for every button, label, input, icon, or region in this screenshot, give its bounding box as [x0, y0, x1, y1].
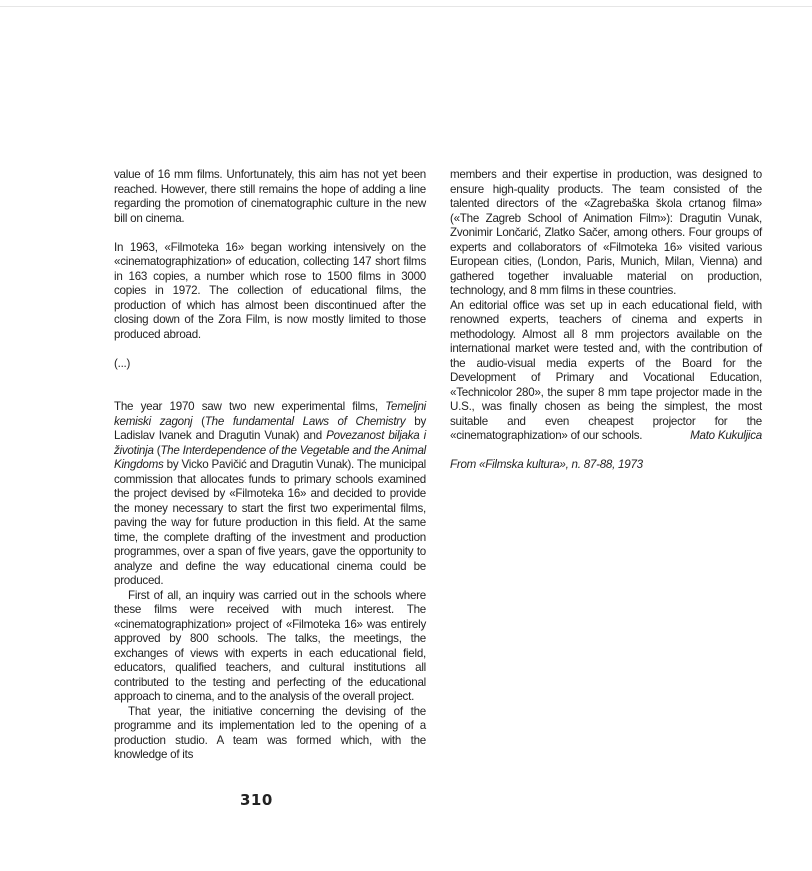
- paragraph-inquiry: First of all, an inquiry was carried out in the schools where these films were received with much interest. The «cinematographization» project of «Filmoteka 16» was entirely approved by 800 schools. The talks, the meetings, the exchanges of views with experts in each educational field, educators, qualified teachers, and cultural institutions all contributed to the testing and perfecting of the educational approach to cinema, and to the analysis of the overall project.: [114, 588, 426, 703]
- film-title-english: The Interdependence of the Vegetable and the Animal Kingdoms: [114, 443, 426, 471]
- film-title: Temeljni kemiski zagonj: [114, 400, 426, 428]
- paragraph-studio: That year, the initiative concerning the devising of the programme and its implementation led to the opening of a production studio. A team was formed which, with the knowledge of its: [114, 704, 426, 761]
- source-citation: From «Filmska kultura», n. 87-88, 1973: [450, 457, 643, 471]
- ellipsis: (...): [114, 356, 131, 370]
- paragraph-team: members and their expertise in production, was designed to ensure high-quality products. The team consisted of the talented directors of the «Zagrebaška škola crtanog filma» («The Zagreb School of Animation Film»): Dragutin Vunak, Zvonimir Lončarić, Zlatko Sačer, among others. Four groups of experts and collaborators of «Filmoteka 16» visited various European cities, (London, Paris, Munich, Milan, Vienna) and gathered together invaluable material on production, technology, and 8 mm films in these countries.: [450, 168, 762, 297]
- right-column: [450, 168, 762, 472]
- top-rule: [0, 6, 812, 7]
- paragraph-intro: value of 16 mm films. Unfortunately, this aim has not yet been reached. However, there still remains the hope of adding a line regarding the promotion of cinematographic culture in the new bill on cinema.: [114, 168, 426, 225]
- paragraph-editorial: An editorial office was set up in each educational field, with renowned experts, teachers of cinema and experts in methodology. Almost all 8 mm projectors available on the international market were tested and, with the contribution of the audio-visual media experts of the Board for the Development of Primary and Vocational Education, «Technicolor 280», the super 8 mm tape projector made in the U.S., was finally chosen as being the simplest, the most suitable and even cheapest projector for the «cinematographization» of our schools. Mato Kukuljica: [450, 298, 762, 442]
- paragraph-1970: The year 1970 saw two new experimental films, Temeljni kemiski zagonj (The fundamental Laws of Chemistry by Ladislav Ivanek and Dragutin Vunak) and Povezanost biljaka i životinja (The Interdependence of the Vegetable and the Animal Kingdoms by Vicko Pavičić and Dragutin Vunak). The municipal commission that allocates funds to primary schools examined the project devised by «Filmoteka 16» and decided to provide the money necessary to start the first two experimental films, paving the way for future production in this field. At the same time, the complete drafting of the investment and production programmes, over a span of five years, gave the opportunity to analyze and define the way educational cinema could be produced.: [114, 400, 426, 587]
- film-title-english: The fundamental Laws of Chemistry: [204, 414, 406, 428]
- film-title: Povezanost biljaka i životinja: [114, 429, 426, 457]
- author-signature: Mato Kukuljica: [690, 429, 762, 442]
- page-number: 310: [240, 791, 273, 809]
- left-column: [114, 168, 426, 763]
- paragraph-1963: In 1963, «Filmoteka 16» began working intensively on the «cinematographization» of education, collecting 147 short films in 163 copies, a number which rose to 1500 films in 3000 copies in 1972. The collection of educational films, the production of which has almost been discontinued after the closing down of the Zora Film, is now mostly limited to those produced abroad.: [114, 240, 426, 341]
